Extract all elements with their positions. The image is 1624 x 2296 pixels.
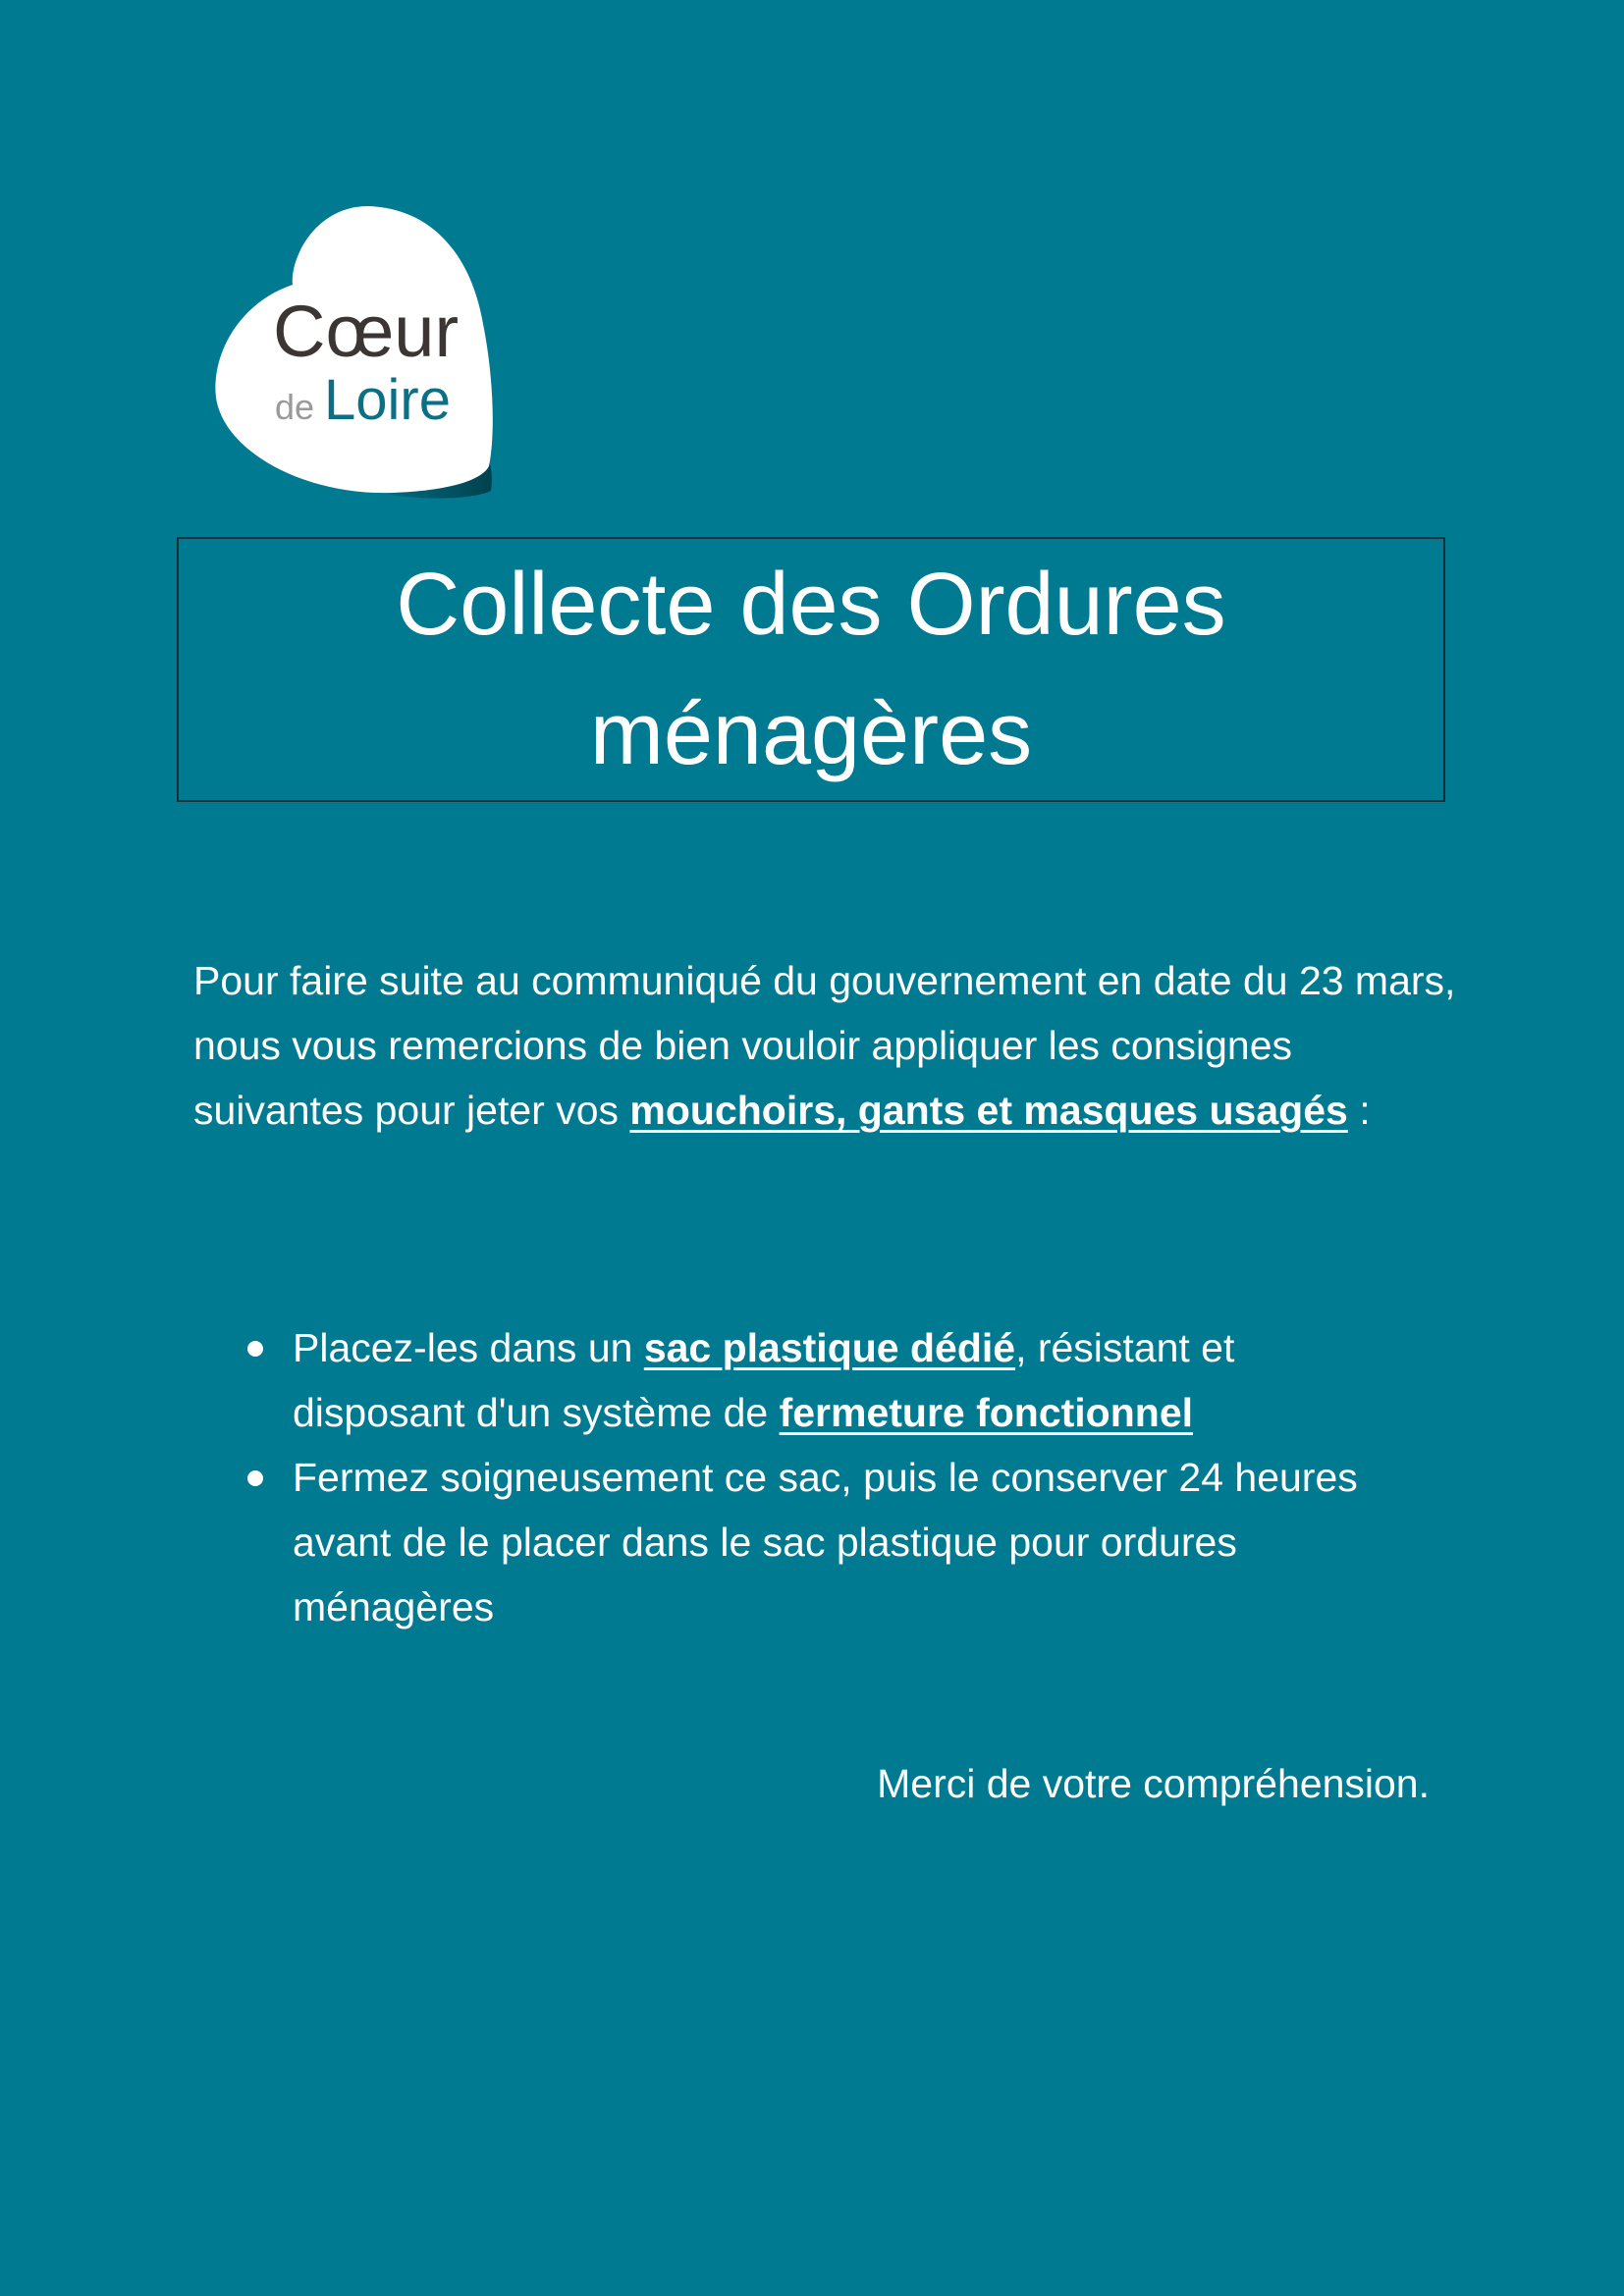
title-line-1: Collecte des Ordures [396, 556, 1226, 654]
intro-emphasis: mouchoirs, gants et masques usagés [629, 1088, 1348, 1133]
bullet-1-part1: Placez-les dans un [293, 1325, 644, 1370]
intro-text-block [193, 948, 1460, 1143]
bullet-dot-icon [247, 1470, 263, 1486]
coeur-de-loire-logo [196, 187, 511, 520]
logo-text-loire: Loire [324, 368, 451, 432]
intro-text: Pour faire suite au communiqué du gouvernement en date du 23 mars, nous vous remercions de bien vouloir appliquer les consignes suivantes pour jeter vos [193, 958, 1456, 1133]
intro-paragraph [193, 948, 1460, 1143]
bullet-dot-icon [247, 1341, 263, 1357]
instructions-list [236, 1315, 1414, 1639]
bullet-1-emphasis1: sac plastique dédié [643, 1325, 1016, 1370]
intro-suffix: : [1347, 1088, 1371, 1133]
closing-text: Merci de votre compréhension. [877, 1761, 1430, 1806]
title-box [177, 537, 1445, 802]
logo-heart-shape [196, 187, 511, 520]
list-item [236, 1315, 1414, 1445]
logo-text-de: de [275, 387, 315, 427]
bullet-1-part2: , résistant et disposant d'un système de [293, 1325, 1235, 1435]
bullet-2-text: Fermez soigneusement ce sac, puis le conserver 24 heures avant de le placer dans le sac plastique pour ordures ménagères [293, 1455, 1358, 1629]
bullet-1-emphasis2: fermeture fonctionnel [779, 1390, 1194, 1435]
logo-text-coeur: Cœur [273, 291, 460, 372]
title-line-2: ménagères [589, 685, 1033, 783]
list-item [236, 1445, 1414, 1639]
